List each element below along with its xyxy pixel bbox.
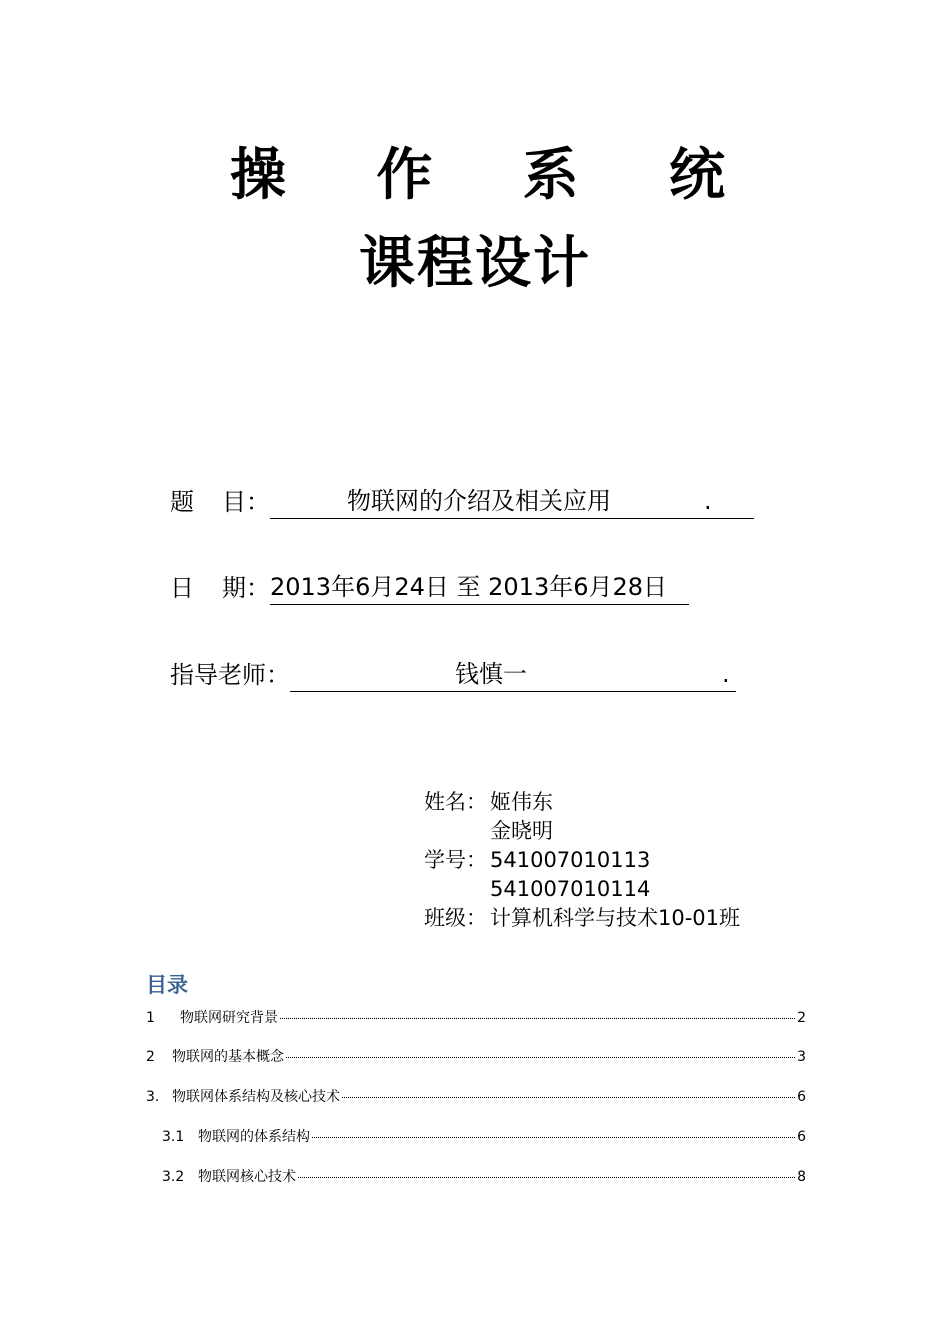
toc-leader: [286, 1057, 795, 1058]
toc-leader: [342, 1097, 795, 1098]
id-line-2: [424, 875, 650, 904]
toc-entry[interactable]: [146, 1008, 806, 1028]
topic-value: 物联网的介绍及相关应用: [347, 487, 611, 515]
name-label: 姓名：: [424, 790, 487, 814]
cover-title: [230, 138, 725, 214]
toc-entry-number: 1: [146, 1010, 155, 1026]
toc-entry-page: 6: [797, 1129, 806, 1145]
name-line-2: [424, 817, 553, 846]
advisor-end-mark: .: [722, 660, 730, 688]
class-label: 班级：: [424, 906, 487, 930]
toc-leader: [298, 1177, 795, 1178]
toc-entry-page: 3: [797, 1049, 806, 1065]
toc-entry-number: 3.1: [162, 1129, 185, 1145]
id-line: [424, 846, 650, 875]
student-name: 金晓明: [490, 819, 553, 843]
toc-entry-number: 2: [146, 1049, 155, 1065]
topic-label: 题 目: [170, 488, 246, 516]
toc-entry[interactable]: [146, 1047, 806, 1067]
toc-heading: 目录: [146, 973, 188, 997]
toc-entry-title: 物联网体系结构及核心技术: [172, 1089, 340, 1105]
toc-entry-number: 3.2: [162, 1169, 185, 1185]
date-label: 日 期: [170, 574, 246, 602]
toc-entry-title: 物联网的基本概念: [172, 1049, 284, 1065]
toc-entry-page: 2: [797, 1010, 806, 1026]
advisor-underline: [290, 657, 736, 692]
toc-entry[interactable]: [162, 1127, 806, 1147]
student-name: 姬伟东: [490, 790, 553, 814]
name-line: [424, 788, 553, 817]
cover-title-char: 系: [522, 143, 579, 208]
cover-title-char: 操: [230, 143, 286, 208]
advisor-field: [170, 657, 736, 692]
student-id: 541007010114: [490, 877, 651, 901]
class-value: 计算机科学与技术10-01班: [490, 906, 741, 930]
toc-entry-page: 6: [797, 1089, 806, 1105]
toc-leader: [280, 1018, 795, 1019]
toc-leader: [312, 1137, 795, 1138]
cover-title-char: 统: [668, 143, 725, 208]
id-label: 学号：: [424, 848, 487, 872]
date-value: 2013年6月24日 至 2013年6月28日: [270, 570, 689, 605]
topic-colon: ：: [246, 488, 270, 516]
advisor-label: 指导老师: [170, 661, 266, 689]
topic-underline: [270, 484, 754, 519]
cover-title-char: 作: [376, 143, 433, 208]
advisor-value: 钱慎一: [455, 660, 527, 688]
toc-entry-title: 物联网的体系结构: [198, 1129, 310, 1145]
toc-entry-page: 8: [797, 1169, 806, 1185]
toc-entry-title: 物联网核心技术: [198, 1169, 296, 1185]
topic-field: [170, 484, 754, 519]
student-id: 541007010113: [490, 848, 651, 872]
toc-entry[interactable]: [162, 1167, 806, 1187]
date-field: [170, 570, 689, 605]
toc-entry[interactable]: [146, 1087, 806, 1107]
topic-end-mark: .: [704, 487, 712, 515]
class-line: [424, 904, 740, 933]
cover-subtitle: 课程设计: [359, 231, 591, 296]
toc-entry-title: 物联网研究背景: [180, 1010, 278, 1026]
date-colon: ：: [246, 574, 270, 602]
advisor-colon: ：: [266, 661, 290, 689]
toc-entry-number: 3.: [146, 1089, 160, 1105]
